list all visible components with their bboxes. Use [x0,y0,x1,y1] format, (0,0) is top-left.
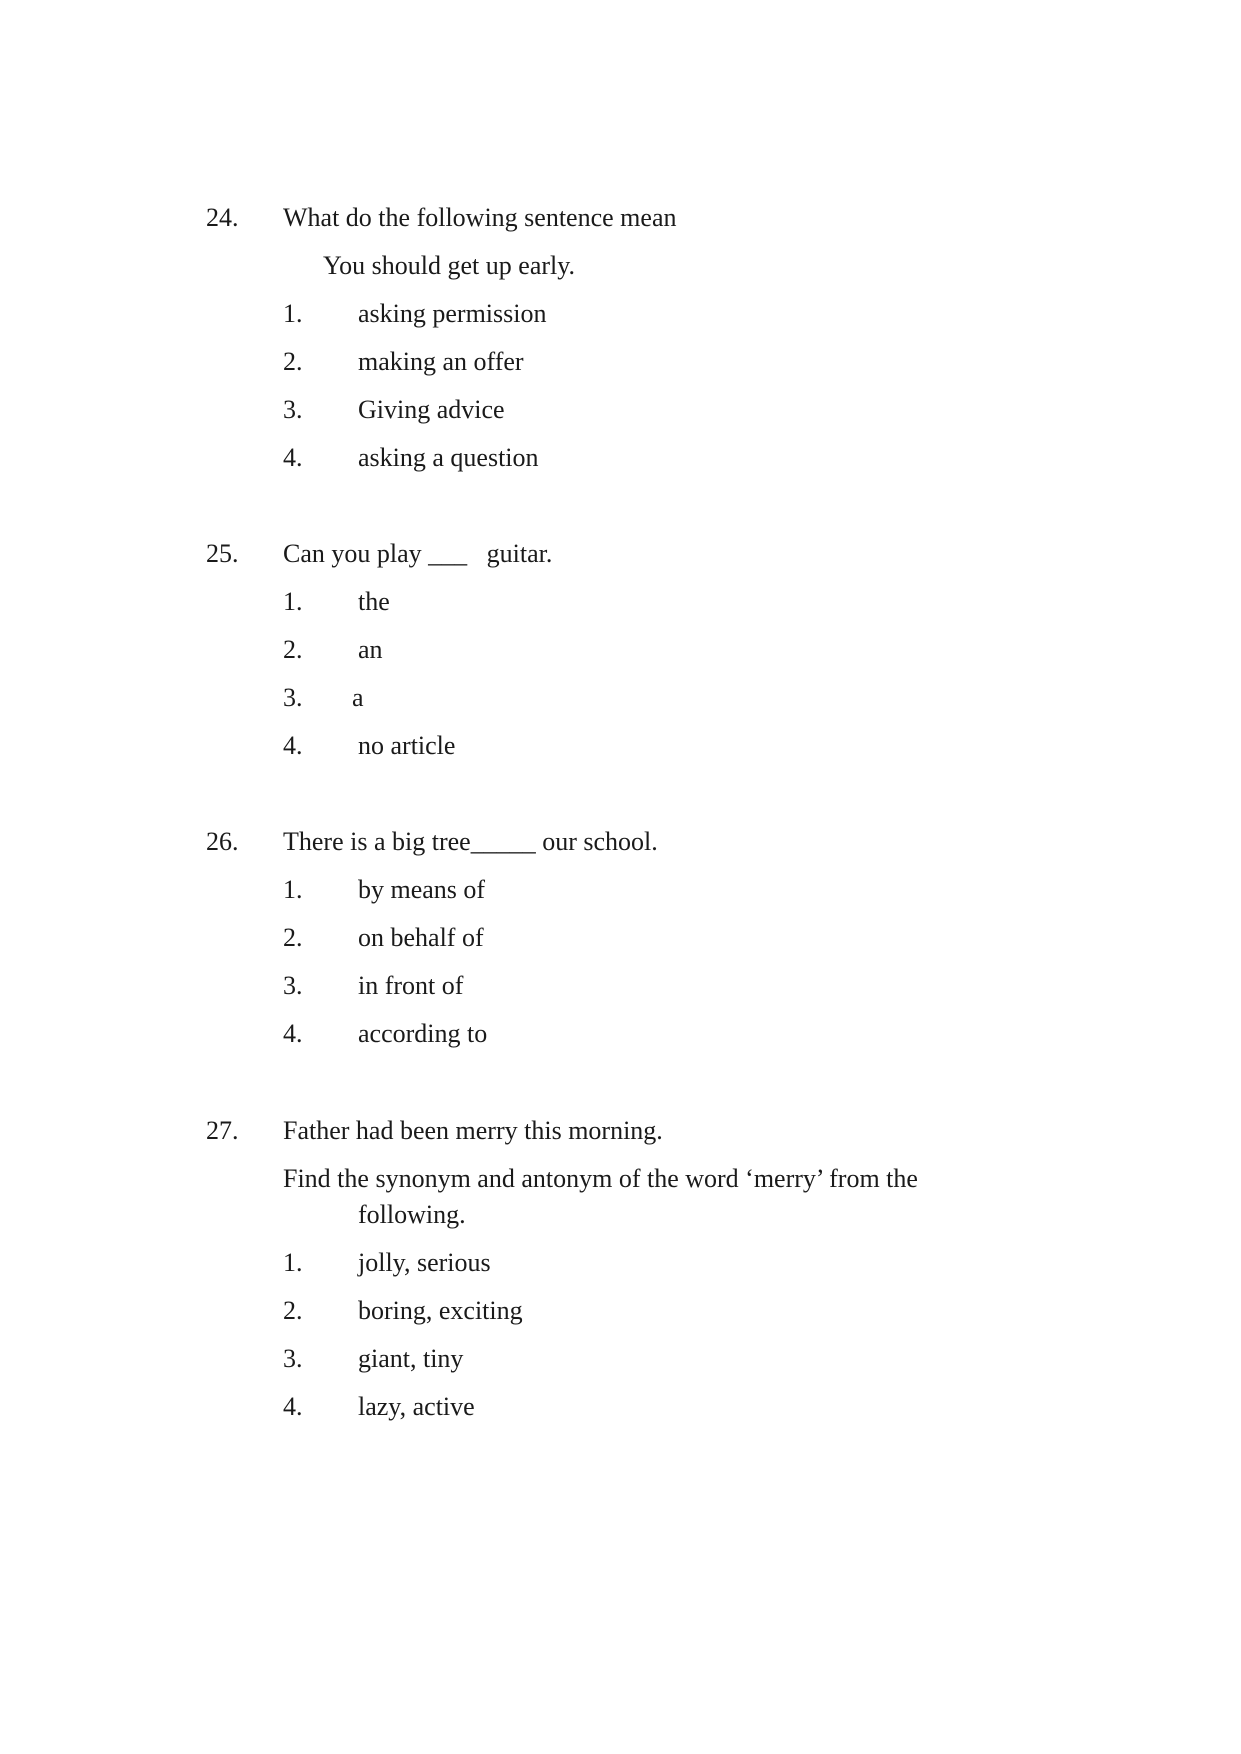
option-3 [0,1343,1241,1375]
option-number: 3. [283,683,303,712]
option-3 [0,682,1241,714]
option-text: jolly, serious [358,1248,491,1277]
option-number: 1. [283,299,303,328]
option-text: the [358,587,390,616]
option-number: 4. [283,731,303,760]
option-text: Giving advice [358,395,505,424]
question-text: Father had been merry this morning. [283,1116,663,1145]
option-2 [0,634,1241,666]
option-text: lazy, active [358,1392,475,1421]
option-text: making an offer [358,347,524,376]
option-number: 3. [283,1344,303,1373]
option-text: according to [358,1019,488,1048]
option-number: 4. [283,443,303,472]
option-number: 2. [283,1296,303,1325]
option-text: a [352,683,364,712]
option-number: 2. [283,923,303,952]
option-4 [0,730,1241,762]
example-sentence: You should get up early. [323,251,576,280]
option-1 [0,586,1241,618]
question-number: 26. [206,827,239,856]
option-3 [0,970,1241,1002]
option-3 [0,394,1241,426]
option-number: 3. [283,395,303,424]
option-number: 1. [283,875,303,904]
question-text: What do the following sentence mean [283,203,677,232]
option-text: asking a question [358,443,539,472]
option-text: on behalf of [358,923,484,952]
question-text: There is a big tree_____ our school. [283,827,658,856]
instruction-text: Find the synonym and antonym of the word ‘merry’ from the [283,1164,918,1193]
question-number: 24. [206,203,239,232]
option-text: in front of [358,971,464,1000]
option-text: giant, tiny [358,1344,464,1373]
question-text: Can you play ___ guitar. [283,539,553,568]
option-4 [0,1018,1241,1050]
option-text: by means of [358,875,486,904]
question-number: 27. [206,1116,239,1145]
option-number: 2. [283,635,303,664]
option-text: an [358,635,383,664]
option-1 [0,1247,1241,1279]
option-2 [0,346,1241,378]
option-text: no article [358,731,456,760]
option-number: 1. [283,1248,303,1277]
option-1 [0,874,1241,906]
option-number: 4. [283,1392,303,1421]
option-2 [0,1295,1241,1327]
instruction-text-continued: following. [358,1200,466,1229]
option-2 [0,922,1241,954]
option-number: 4. [283,1019,303,1048]
option-4 [0,1391,1241,1423]
option-text: asking permission [358,299,547,328]
option-number: 3. [283,971,303,1000]
option-1 [0,298,1241,330]
option-text: boring, exciting [358,1296,523,1325]
option-4 [0,442,1241,474]
question-number: 25. [206,539,239,568]
option-number: 1. [283,587,303,616]
option-number: 2. [283,347,303,376]
